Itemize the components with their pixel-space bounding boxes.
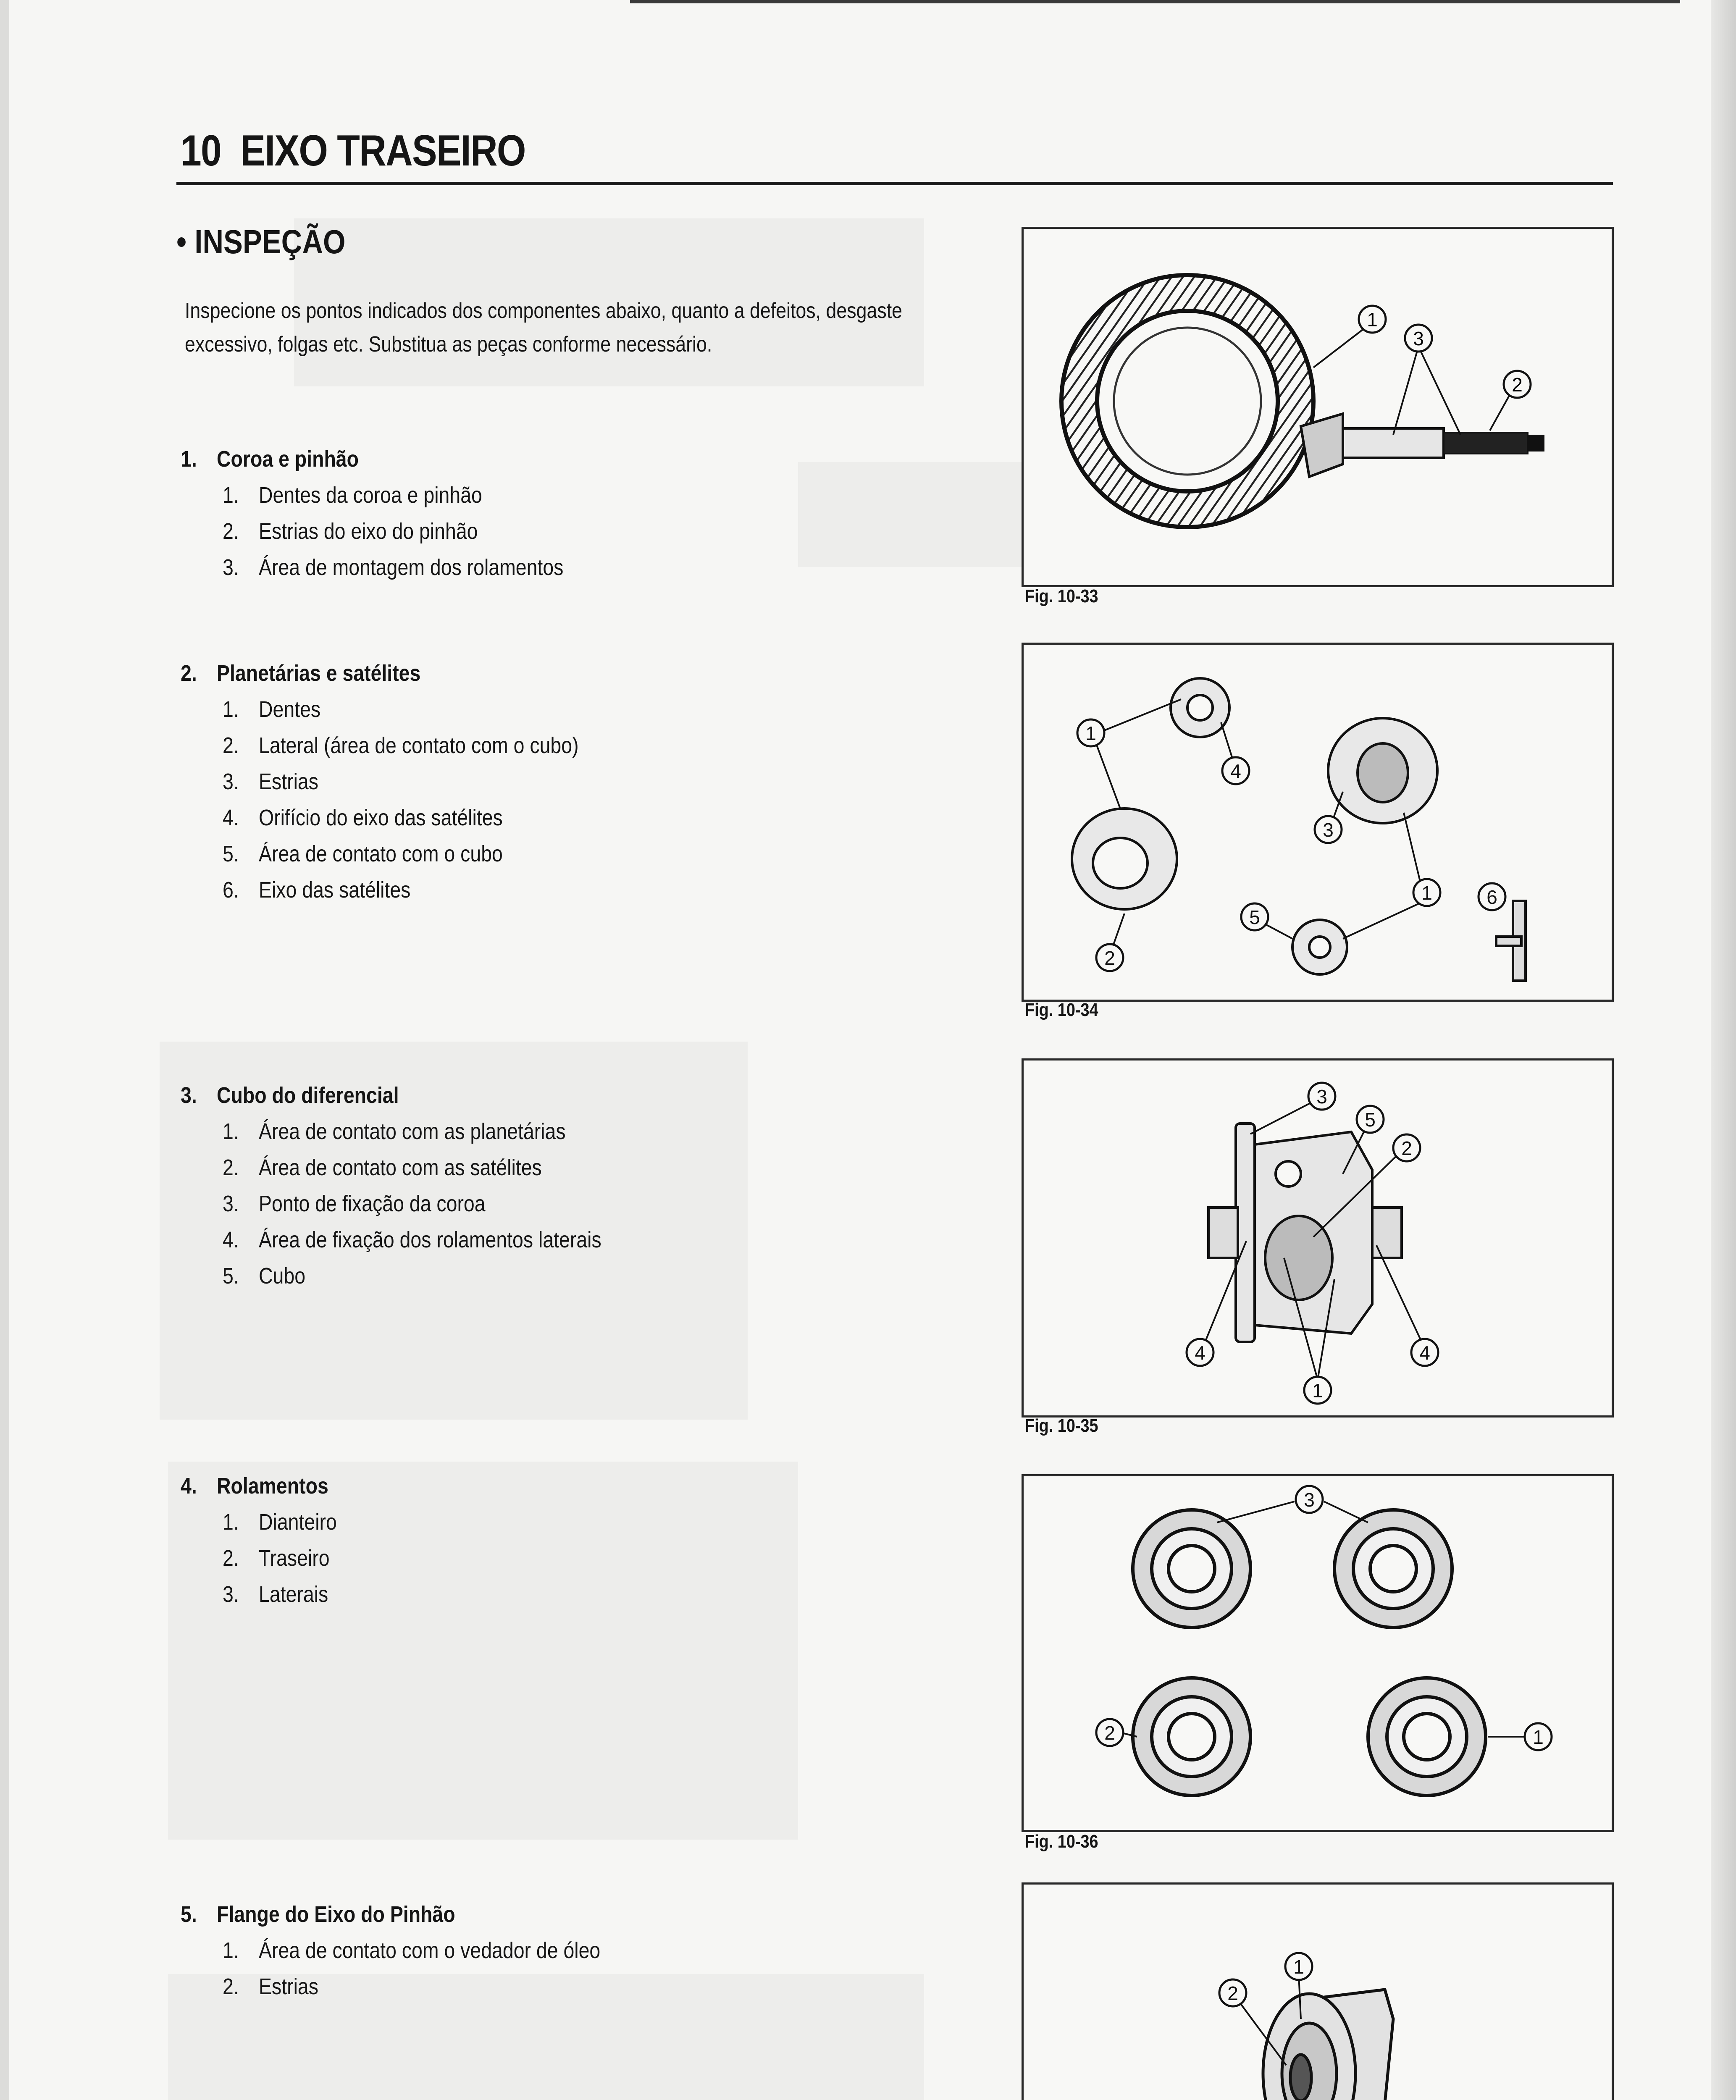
list-item: 1. Dentes [223, 697, 321, 722]
callout-2 [1096, 944, 1123, 971]
svg-text:2: 2 [1104, 947, 1115, 969]
page-edge-left [0, 0, 9, 2100]
pinion-flange-illustration [1024, 1885, 1612, 2100]
bearing-top-left [1133, 1510, 1250, 1628]
list-item: 3. Ponto de fixação da coroa [223, 1191, 486, 1216]
svg-text:1: 1 [1085, 722, 1096, 744]
callout-3 [1405, 325, 1432, 352]
callout-3 [1315, 816, 1342, 843]
callout-1 [1304, 1377, 1331, 1404]
list-item: 2. Traseiro [223, 1546, 330, 1571]
svg-text:1: 1 [1367, 309, 1378, 331]
list-item: 1. Área de contato com as planetárias [223, 1119, 566, 1144]
callout-6 [1479, 883, 1505, 910]
svg-text:1: 1 [1533, 1726, 1544, 1748]
list-item: 1. Área de contato com o vedador de óleo [223, 1938, 601, 1963]
list-item: 2. Estrias do eixo do pinhão [223, 519, 478, 544]
callout-4 [1222, 757, 1249, 784]
differential-case-illustration [1024, 1060, 1612, 1415]
callout-4-right [1411, 1339, 1438, 1366]
group-heading: 5. Flange do Eixo do Pinhão [181, 1902, 455, 1927]
inspection-group-5 [181, 1896, 662, 2005]
svg-text:3: 3 [1413, 328, 1424, 349]
figure-label: Fig. 10-36 [1025, 1831, 1098, 1852]
list-item: 6. Eixo das satélites [223, 877, 411, 903]
figure-ring-gear-pinion [1022, 227, 1614, 587]
callout-1 [1285, 1953, 1312, 1980]
svg-text:2: 2 [1227, 1982, 1238, 2004]
callout-1 [1077, 719, 1104, 746]
chapter-title: EIXO TRASEIRO [240, 126, 525, 175]
svg-text:3: 3 [1323, 819, 1334, 841]
list-item: 2. Área de contato com as satélites [223, 1155, 542, 1180]
figure-planetary-satellite-gears [1022, 643, 1614, 1002]
header-rule [176, 182, 1613, 185]
figure-label: Fig. 10-34 [1025, 1000, 1098, 1020]
svg-text:2: 2 [1104, 1722, 1115, 1744]
list-item: 5. Área de contato com o cubo [223, 841, 503, 866]
callout-4-left [1187, 1339, 1213, 1366]
bearing-bottom-left [1133, 1678, 1250, 1796]
svg-text:6: 6 [1486, 886, 1497, 908]
figure-differential-case [1022, 1058, 1614, 1418]
svg-text:3: 3 [1316, 1086, 1327, 1108]
inspection-group-2 [181, 655, 637, 908]
list-item: 3. Área de montagem dos rolamentos [223, 555, 564, 580]
svg-text:5: 5 [1365, 1109, 1376, 1131]
svg-text:2: 2 [1401, 1137, 1412, 1159]
planetary-gears-illustration [1024, 645, 1612, 1000]
inspection-group-1 [181, 441, 619, 585]
list-item: 1. Dentes da coroa e pinhão [223, 483, 482, 508]
list-item: 1. Dianteiro [223, 1509, 337, 1535]
callout-1 [1525, 1723, 1552, 1750]
inspection-group-4 [181, 1468, 355, 1612]
intro-paragraph: Inspecione os pontos indicados dos componentes abaixo, quanto a defeitos, desgaste excessivo, folgas etc. Substitua as peças conforme necessário. [185, 299, 903, 357]
ring-gear-pinion-illustration [1024, 229, 1612, 585]
figure-label: Fig. 10-35 [1025, 1415, 1098, 1436]
figure-pinion-flange [1022, 1882, 1614, 2100]
svg-text:4: 4 [1419, 1342, 1430, 1364]
list-item: 5. Cubo [223, 1263, 306, 1289]
svg-text:1: 1 [1293, 1956, 1304, 1978]
figure-bearings [1022, 1474, 1614, 1832]
callout-2 [1219, 1979, 1246, 2006]
list-item: 3. Laterais [223, 1582, 328, 1607]
list-item: 4. Orifício do eixo das satélites [223, 805, 503, 830]
bearings-illustration [1024, 1476, 1612, 1830]
svg-text:3: 3 [1304, 1489, 1315, 1511]
figure-label: Fig. 10-33 [1025, 586, 1098, 606]
list-item: 4. Área de fixação dos rolamentos laterais [223, 1227, 601, 1252]
bearing-top-right [1334, 1510, 1452, 1628]
bearing-bottom-right [1368, 1678, 1486, 1796]
page-edge-right [1711, 0, 1736, 2100]
svg-text:4: 4 [1230, 760, 1241, 782]
svg-text:1: 1 [1421, 882, 1432, 904]
callout-2 [1393, 1134, 1420, 1161]
list-item: 3. Estrias [223, 769, 318, 794]
group-heading: 3. Cubo do diferencial [181, 1083, 399, 1108]
group-heading: 4. Rolamentos [181, 1473, 328, 1499]
chapter-header [181, 126, 525, 176]
inspection-group-3 [181, 1077, 663, 1294]
callout-5 [1357, 1106, 1384, 1133]
svg-text:1: 1 [1312, 1380, 1323, 1402]
list-item: 2. Lateral (área de contato com o cubo) [223, 733, 579, 758]
chapter-number: 10 [181, 126, 221, 175]
svg-text:4: 4 [1195, 1342, 1205, 1364]
list-item: 2. Estrias [223, 1974, 318, 1999]
callout-3 [1296, 1486, 1323, 1513]
scan-top-line [630, 0, 1680, 3]
section-title: • INSPEÇÃO [176, 223, 346, 260]
svg-text:2: 2 [1512, 374, 1523, 396]
callout-1 [1359, 306, 1386, 333]
callout-2 [1096, 1719, 1123, 1746]
callout-1b [1413, 879, 1440, 906]
svg-text:5: 5 [1249, 906, 1260, 928]
callout-3 [1308, 1083, 1335, 1110]
callout-5 [1241, 903, 1268, 930]
group-heading: 1. Coroa e pinhão [181, 446, 359, 472]
callout-2 [1504, 371, 1531, 398]
group-heading: 2. Planetárias e satélites [181, 661, 421, 686]
